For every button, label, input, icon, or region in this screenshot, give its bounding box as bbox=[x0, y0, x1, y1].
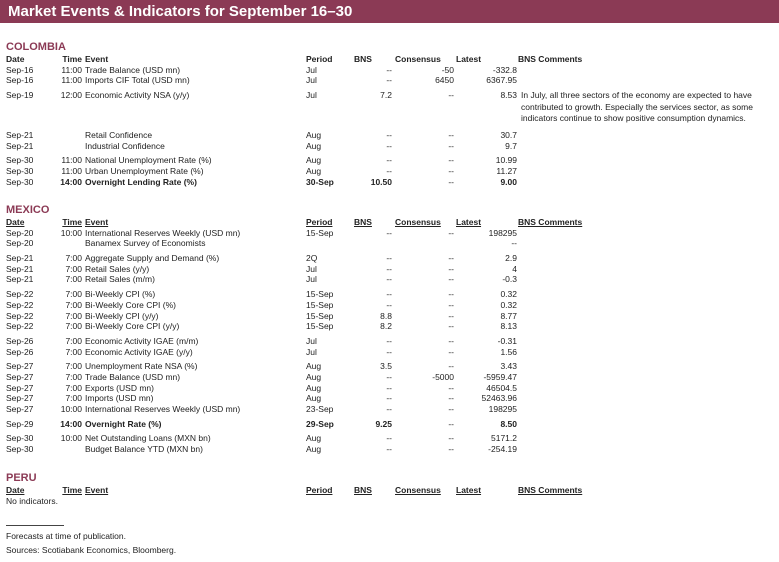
row-period: 15-Sep bbox=[306, 321, 334, 332]
row-latest: 52463.96 bbox=[481, 393, 517, 404]
header-time: Time bbox=[62, 54, 82, 64]
row-date: Sep-27 bbox=[6, 382, 34, 393]
row-bns: -- bbox=[386, 274, 392, 285]
row-bns: -- bbox=[386, 444, 392, 455]
row-consensus: -- bbox=[448, 361, 454, 372]
row-event: Exports (USD mn) bbox=[85, 382, 154, 393]
header-event: Event bbox=[85, 485, 109, 495]
table-row bbox=[6, 393, 776, 404]
table-row bbox=[6, 166, 776, 177]
row-time: 7:00 bbox=[65, 393, 82, 404]
row-bns: -- bbox=[386, 75, 392, 86]
row-time: 7:00 bbox=[65, 299, 82, 310]
row-time: 11:00 bbox=[61, 155, 82, 166]
header-latest: Latest bbox=[456, 54, 482, 64]
row-latest: -0.3 bbox=[502, 274, 517, 285]
row-date: Sep-30 bbox=[6, 444, 34, 455]
row-period: Aug bbox=[306, 371, 322, 382]
row-consensus: -- bbox=[448, 155, 454, 166]
row-event: Aggregate Supply and Demand (%) bbox=[85, 253, 220, 264]
peru-title: PERU bbox=[6, 472, 37, 484]
row-time: 7:00 bbox=[65, 371, 82, 382]
row-period: Aug bbox=[306, 166, 322, 177]
row-latest: -- bbox=[511, 238, 517, 249]
row-date: Sep-21 bbox=[6, 253, 34, 264]
row-latest: 8.53 bbox=[500, 90, 517, 101]
row-latest: 5171.2 bbox=[491, 433, 517, 444]
row-event: Retail Confidence bbox=[85, 130, 153, 141]
row-time: 11:00 bbox=[61, 75, 82, 86]
row-period: Jul bbox=[306, 64, 317, 75]
header-time: Time bbox=[62, 217, 82, 227]
row-consensus: -- bbox=[448, 90, 454, 101]
row-consensus: -- bbox=[448, 140, 454, 151]
row-latest: 10.99 bbox=[495, 155, 517, 166]
header-consensus: Consensus bbox=[395, 485, 441, 495]
row-bns: -- bbox=[386, 253, 392, 264]
row-latest: 3.43 bbox=[500, 361, 517, 372]
row-event: International Reserves Weekly (USD mn) bbox=[85, 227, 241, 238]
row-latest: -0.31 bbox=[497, 335, 517, 346]
row-event: Economic Activity IGAE (m/m) bbox=[85, 335, 199, 346]
row-period: 30-Sep bbox=[306, 176, 334, 187]
table-row bbox=[6, 311, 776, 322]
row-event: Bi-Weekly CPI (y/y) bbox=[85, 310, 159, 321]
table-row bbox=[6, 433, 776, 444]
row-latest: 0.32 bbox=[500, 299, 517, 310]
row-period: 15-Sep bbox=[306, 299, 334, 310]
row-date: Sep-21 bbox=[6, 263, 34, 274]
row-event: Urban Unemployment Rate (%) bbox=[85, 166, 204, 177]
row-event: Industrial Confidence bbox=[85, 140, 165, 151]
row-consensus: -- bbox=[448, 404, 454, 414]
row-time: 11:00 bbox=[61, 166, 82, 177]
row-consensus: -- bbox=[448, 418, 454, 429]
row-period: Jul bbox=[306, 335, 317, 346]
row-event: Retail Sales (m/m) bbox=[85, 274, 155, 285]
header-period: Period bbox=[306, 54, 333, 64]
row-date: Sep-21 bbox=[6, 130, 34, 141]
row-consensus: -- bbox=[448, 444, 454, 455]
row-bns: -- bbox=[386, 166, 392, 177]
header-bns: BNS bbox=[354, 217, 372, 227]
mexico-section bbox=[6, 204, 776, 455]
row-latest: 6367.95 bbox=[486, 75, 517, 86]
header-date: Date bbox=[6, 485, 25, 495]
row-period: Jul bbox=[306, 263, 317, 274]
row-date: Sep-20 bbox=[6, 238, 34, 249]
table-row bbox=[6, 321, 776, 332]
row-bns: -- bbox=[386, 404, 392, 414]
row-bns: -- bbox=[386, 289, 392, 300]
table-row bbox=[6, 253, 776, 264]
colombia-rows bbox=[6, 65, 776, 188]
row-consensus: -50 bbox=[441, 64, 454, 75]
table-row bbox=[6, 444, 776, 455]
page-title: Market Events & Indicators for September 16–30 bbox=[0, 0, 779, 23]
row-latest: 1.56 bbox=[500, 346, 517, 357]
peru-header-row bbox=[6, 485, 776, 496]
table-row bbox=[6, 419, 776, 430]
row-time: 7:00 bbox=[65, 346, 82, 357]
table-row bbox=[6, 372, 776, 383]
row-consensus: -- bbox=[448, 253, 454, 264]
row-time: 11:00 bbox=[61, 64, 82, 75]
row-date: Sep-22 bbox=[6, 310, 34, 321]
row-event: Trade Balance (USD mn) bbox=[85, 64, 181, 75]
row-comment: In July, all three sectors of the economy are expected to have contributed to growth. Especially the services sector, as some indicators continue to show positive consumption dynamics. bbox=[521, 90, 753, 124]
row-consensus: -- bbox=[448, 289, 454, 300]
row-consensus: -- bbox=[448, 176, 454, 187]
row-bns: 7.2 bbox=[380, 90, 392, 101]
row-date: Sep-27 bbox=[6, 361, 34, 372]
header-comments: BNS Comments bbox=[518, 217, 583, 227]
table-row bbox=[6, 90, 776, 126]
row-latest: -5959.47 bbox=[483, 371, 517, 382]
row-latest: 8.77 bbox=[500, 310, 517, 321]
row-bns: -- bbox=[386, 155, 392, 166]
row-event: Unemployment Rate NSA (%) bbox=[85, 361, 198, 372]
peru-section bbox=[6, 472, 776, 506]
header-latest: Latest bbox=[456, 217, 482, 227]
row-bns: 10.50 bbox=[370, 176, 392, 187]
mexico-rows bbox=[6, 228, 776, 455]
row-bns: -- bbox=[386, 371, 392, 382]
row-bns: 8.8 bbox=[380, 310, 392, 321]
row-date: Sep-21 bbox=[6, 274, 34, 285]
header-comments: BNS Comments bbox=[518, 54, 583, 64]
row-date: Sep-27 bbox=[6, 371, 34, 382]
row-bns: -- bbox=[386, 227, 392, 238]
row-period: Aug bbox=[306, 130, 322, 141]
row-time: 7:00 bbox=[65, 310, 82, 321]
row-period: Jul bbox=[306, 90, 317, 101]
row-date: Sep-29 bbox=[6, 418, 34, 429]
row-latest: 0.32 bbox=[500, 289, 517, 300]
header-latest: Latest bbox=[456, 485, 482, 495]
header-consensus: Consensus bbox=[395, 217, 441, 227]
peru-no-indicators bbox=[6, 496, 776, 507]
table-row bbox=[6, 289, 776, 300]
row-latest: 4 bbox=[512, 263, 517, 274]
row-date: Sep-22 bbox=[6, 289, 34, 300]
row-event: Overnight Rate (%) bbox=[85, 418, 162, 429]
row-time: 7:00 bbox=[65, 321, 82, 332]
row-bns: -- bbox=[386, 335, 392, 346]
colombia-header-row bbox=[6, 54, 776, 65]
row-date: Sep-30 bbox=[6, 433, 34, 444]
row-event: Budget Balance YTD (MXN bn) bbox=[85, 444, 203, 455]
row-event: Bi-Weekly Core CPI (%) bbox=[85, 299, 176, 310]
row-consensus: -- bbox=[448, 393, 454, 404]
mexico-title: MEXICO bbox=[6, 204, 50, 216]
row-period: Jul bbox=[306, 75, 317, 86]
row-latest: -332.8 bbox=[492, 64, 517, 75]
row-event: Economic Activity NSA (y/y) bbox=[85, 90, 190, 101]
table-row bbox=[6, 274, 776, 285]
row-latest: 9.00 bbox=[500, 176, 517, 187]
row-date: Sep-16 bbox=[6, 64, 34, 75]
row-consensus: -- bbox=[448, 227, 454, 238]
no-indicators-text: No indicators. bbox=[6, 495, 58, 506]
row-consensus: -- bbox=[448, 130, 454, 141]
table-row bbox=[6, 347, 776, 358]
table-row bbox=[6, 228, 776, 239]
table-row bbox=[6, 264, 776, 275]
table-row bbox=[6, 141, 776, 152]
row-period: Jul bbox=[306, 346, 317, 357]
row-event: Banamex Survey of Economists bbox=[85, 238, 206, 249]
row-time: 10:00 bbox=[60, 227, 82, 238]
row-consensus: -5000 bbox=[432, 371, 454, 382]
row-period: Aug bbox=[306, 140, 322, 151]
row-period: 23-Sep bbox=[306, 404, 334, 414]
row-event: Imports CIF Total (USD mn) bbox=[85, 75, 190, 86]
header-bns: BNS bbox=[354, 485, 372, 495]
header-period: Period bbox=[306, 485, 333, 495]
row-time: 7:00 bbox=[65, 289, 82, 300]
footnote-forecasts: Forecasts at time of publication. bbox=[6, 531, 127, 541]
row-date: Sep-22 bbox=[6, 299, 34, 310]
table-row bbox=[6, 336, 776, 347]
row-latest: 11.27 bbox=[496, 166, 517, 177]
row-event: Bi-Weekly Core CPI (y/y) bbox=[85, 321, 180, 332]
mexico-header-row bbox=[6, 217, 776, 228]
row-bns: -- bbox=[386, 130, 392, 141]
row-period: 2Q bbox=[306, 253, 318, 264]
row-period: Aug bbox=[306, 382, 322, 393]
row-period: Aug bbox=[306, 433, 322, 444]
colombia-section bbox=[6, 41, 776, 188]
row-date: Sep-20 bbox=[6, 227, 34, 238]
row-period: Aug bbox=[306, 155, 322, 166]
header-period: Period bbox=[306, 217, 333, 227]
row-date: Sep-16 bbox=[6, 75, 34, 86]
table-row bbox=[6, 361, 776, 372]
footnote-sources: Sources: Scotiabank Economics, Bloomberg. bbox=[6, 545, 177, 555]
row-time: 12:00 bbox=[60, 90, 82, 101]
row-latest: 8.13 bbox=[500, 321, 517, 332]
row-consensus: -- bbox=[448, 335, 454, 346]
row-bns: -- bbox=[386, 433, 392, 444]
row-time: 14:00 bbox=[60, 418, 82, 429]
row-consensus: -- bbox=[448, 274, 454, 285]
row-event: International Reserves Weekly (USD mn) bbox=[85, 404, 241, 414]
header-comments: BNS Comments bbox=[518, 485, 583, 495]
header-date: Date bbox=[6, 217, 25, 227]
header-consensus: Consensus bbox=[395, 54, 441, 64]
row-bns: 9.25 bbox=[375, 418, 392, 429]
header-time: Time bbox=[62, 485, 82, 495]
row-bns: 3.5 bbox=[380, 361, 392, 372]
row-event: Net Outstanding Loans (MXN bn) bbox=[85, 433, 211, 444]
row-event: Overnight Lending Rate (%) bbox=[85, 176, 197, 187]
header-event: Event bbox=[85, 54, 109, 64]
row-latest: 198295 bbox=[488, 404, 517, 414]
row-event: Retail Sales (y/y) bbox=[85, 263, 150, 274]
row-period: Aug bbox=[306, 393, 322, 404]
row-time: 7:00 bbox=[65, 335, 82, 346]
row-latest: 9.7 bbox=[505, 140, 517, 151]
header-event: Event bbox=[85, 217, 109, 227]
table-row bbox=[6, 65, 776, 76]
row-consensus: -- bbox=[448, 433, 454, 444]
colombia-title: COLOMBIA bbox=[6, 41, 66, 53]
footnote-divider bbox=[6, 525, 64, 526]
row-consensus: -- bbox=[448, 346, 454, 357]
table-row bbox=[6, 130, 776, 141]
row-time: 10:00 bbox=[60, 433, 82, 444]
table-row bbox=[6, 300, 776, 311]
row-date: Sep-26 bbox=[6, 335, 34, 346]
row-consensus: -- bbox=[448, 310, 454, 321]
table-row bbox=[6, 155, 776, 166]
row-bns: -- bbox=[386, 393, 392, 404]
row-date: Sep-19 bbox=[6, 90, 34, 101]
row-date: Sep-30 bbox=[6, 176, 34, 187]
row-period: 15-Sep bbox=[306, 310, 334, 321]
row-date: Sep-26 bbox=[6, 346, 34, 357]
row-event: National Unemployment Rate (%) bbox=[85, 155, 212, 166]
row-time: 7:00 bbox=[65, 361, 82, 372]
row-time: 10:00 bbox=[60, 404, 82, 414]
row-date: Sep-21 bbox=[6, 140, 34, 151]
row-date: Sep-30 bbox=[6, 166, 34, 177]
row-bns: -- bbox=[386, 64, 392, 75]
row-period: 15-Sep bbox=[306, 227, 334, 238]
row-latest: 46504.5 bbox=[486, 382, 517, 393]
row-latest: 2.9 bbox=[505, 253, 517, 264]
row-consensus: 6450 bbox=[435, 75, 454, 86]
row-bns: 8.2 bbox=[380, 321, 392, 332]
row-period: Aug bbox=[306, 444, 322, 455]
row-time: 7:00 bbox=[65, 274, 82, 285]
table-row bbox=[6, 238, 776, 249]
row-period: Jul bbox=[306, 274, 317, 285]
row-date: Sep-27 bbox=[6, 393, 34, 404]
table-row bbox=[6, 177, 776, 188]
row-event: Trade Balance (USD mn) bbox=[85, 371, 181, 382]
row-bns: -- bbox=[386, 346, 392, 357]
table-row bbox=[6, 383, 776, 394]
row-bns: -- bbox=[386, 382, 392, 393]
row-time: 7:00 bbox=[65, 253, 82, 264]
row-date: Sep-30 bbox=[6, 155, 34, 166]
row-bns: -- bbox=[386, 140, 392, 151]
row-date: Sep-27 bbox=[6, 404, 34, 414]
row-latest: -254.19 bbox=[488, 444, 517, 455]
header-bns: BNS bbox=[354, 54, 372, 64]
row-consensus: -- bbox=[448, 263, 454, 274]
row-latest: 8.50 bbox=[500, 418, 517, 429]
table-row bbox=[6, 404, 776, 415]
row-event: Imports (USD mn) bbox=[85, 393, 154, 404]
row-time: 7:00 bbox=[65, 382, 82, 393]
header-date: Date bbox=[6, 54, 25, 64]
row-event: Bi-Weekly CPI (%) bbox=[85, 289, 156, 300]
row-time: 7:00 bbox=[65, 263, 82, 274]
row-consensus: -- bbox=[448, 166, 454, 177]
row-time: 14:00 bbox=[60, 176, 82, 187]
row-consensus: -- bbox=[448, 382, 454, 393]
row-period: 15-Sep bbox=[306, 289, 334, 300]
row-consensus: -- bbox=[448, 299, 454, 310]
row-consensus: -- bbox=[448, 321, 454, 332]
table-row bbox=[6, 75, 776, 86]
row-period: Aug bbox=[306, 361, 322, 372]
row-bns: -- bbox=[386, 299, 392, 310]
row-latest: 198295 bbox=[488, 227, 517, 238]
row-bns: -- bbox=[386, 263, 392, 274]
row-period: 29-Sep bbox=[306, 418, 334, 429]
row-date: Sep-22 bbox=[6, 321, 34, 332]
row-event: Economic Activity IGAE (y/y) bbox=[85, 346, 193, 357]
row-latest: 30.7 bbox=[500, 130, 517, 141]
